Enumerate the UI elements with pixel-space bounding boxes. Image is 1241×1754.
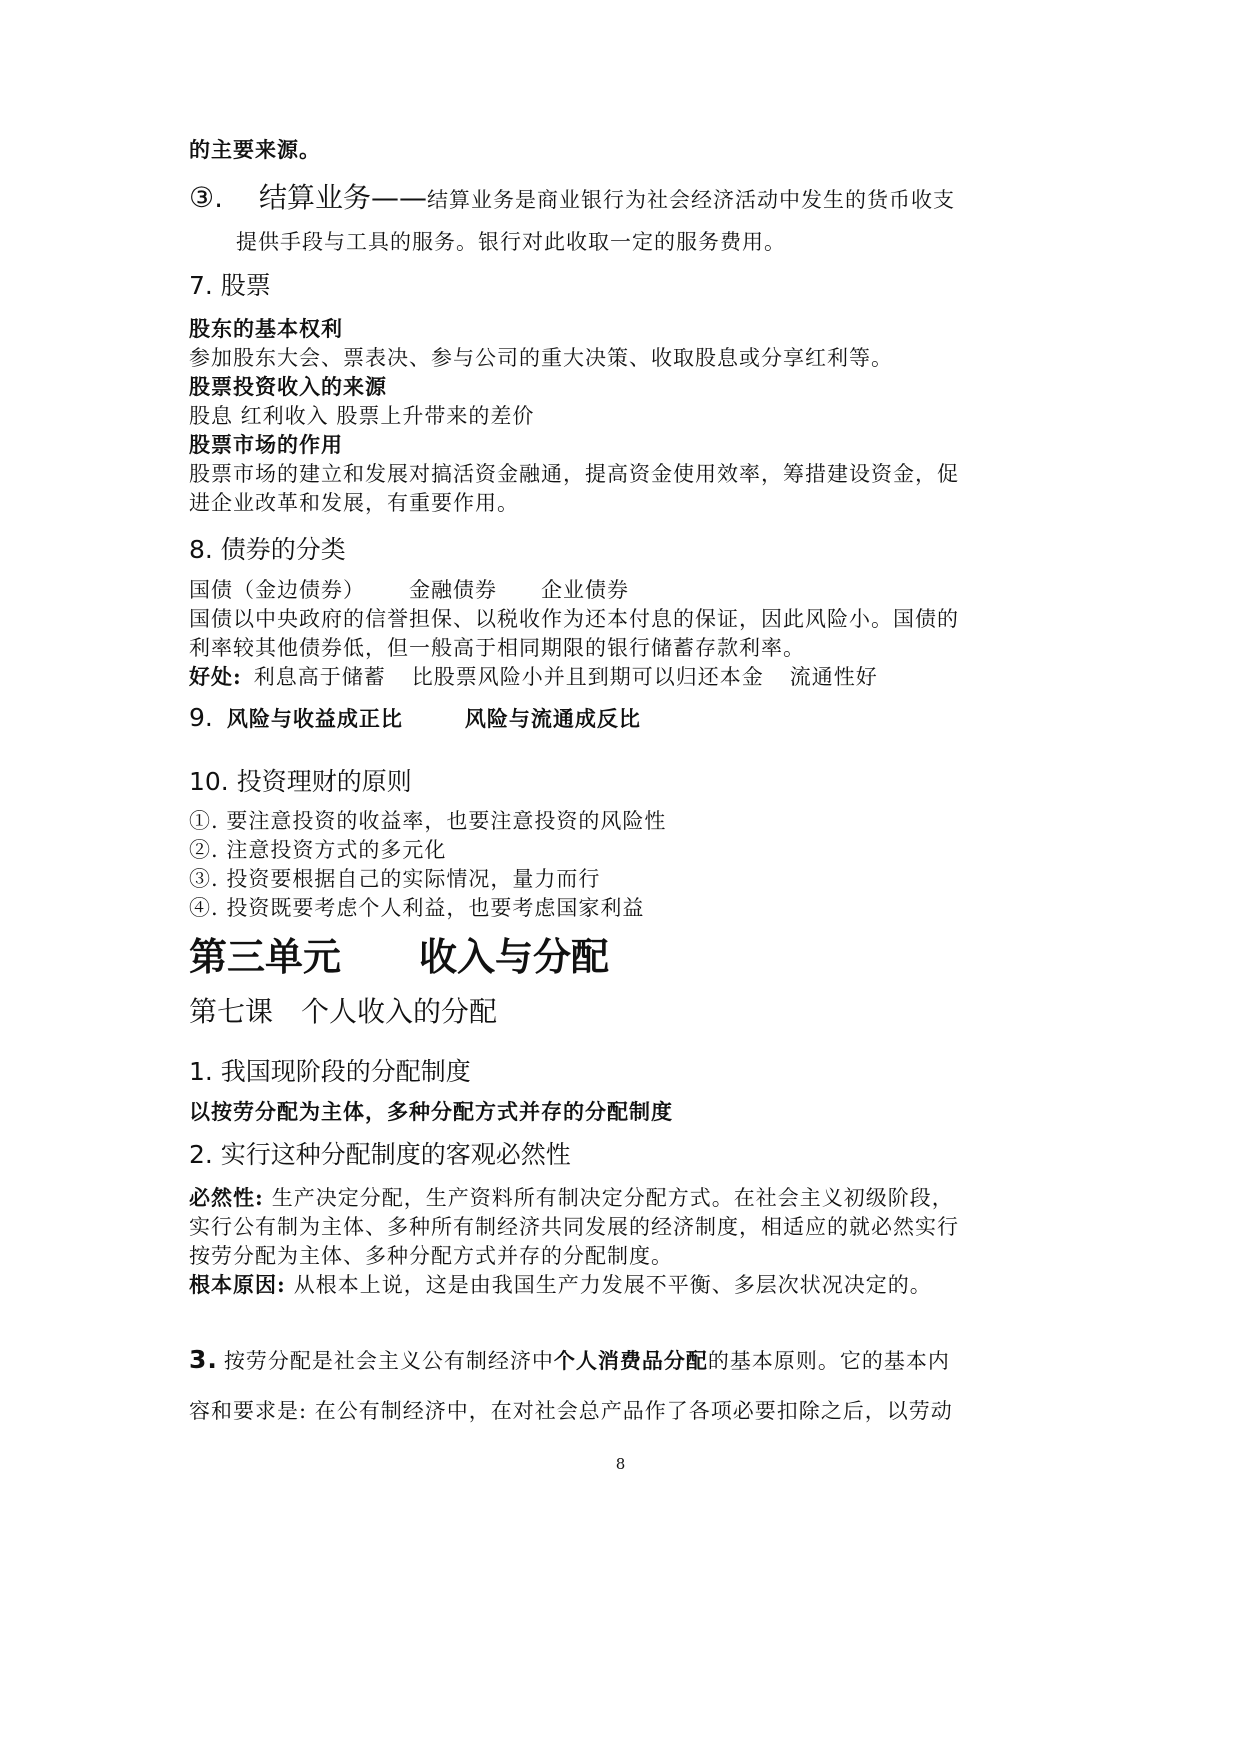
unit-number: 第三单元 bbox=[189, 935, 342, 979]
section-heading-2 bbox=[189, 1135, 1059, 1171]
text: 按劳分配为主体、多种分配方式并存的分配制度。 bbox=[189, 1244, 673, 1268]
text: 的主要来源。 bbox=[189, 137, 321, 162]
text: 国债（金边债券） bbox=[189, 578, 365, 602]
item-body: 结算业务是商业银行为社会经济活动中发生的货币收支 bbox=[427, 188, 956, 212]
lesson-title bbox=[189, 990, 1059, 1030]
text: 股息 红利收入 股票上升带来的差价 bbox=[189, 404, 535, 428]
text: 国债以中央政府的信誉担保、以税收作为还本付息的保证，因此风险小。国债的 bbox=[189, 607, 959, 631]
text-line bbox=[189, 1240, 1059, 1270]
heading-text: 1. 我国现阶段的分配制度 bbox=[189, 1057, 471, 1086]
item-heading: 结算业务—— bbox=[259, 181, 428, 214]
subheading bbox=[189, 429, 1059, 459]
text: 以按劳分配为主体，多种分配方式并存的分配制度 bbox=[189, 1099, 673, 1124]
text-line bbox=[189, 1269, 1059, 1299]
text: 流通性好 bbox=[789, 665, 878, 689]
heading-text: 10. 投资理财的原则 bbox=[189, 767, 412, 796]
section-heading-10 bbox=[189, 762, 1059, 798]
text-line bbox=[189, 574, 1059, 604]
page-number: 8 bbox=[615, 1455, 626, 1473]
heading-text: 风险与收益成正比 bbox=[226, 706, 403, 731]
text: ③. 投资要根据自己的实际情况，量力而行 bbox=[189, 867, 601, 891]
section-heading-9 bbox=[189, 703, 1059, 733]
heading-text: 2. 实行这种分配制度的客观必然性 bbox=[189, 1140, 571, 1169]
text: 容和要求是: 在公有制经济中，在对社会总产品作了各项必要扣除之后，以劳动 bbox=[189, 1399, 953, 1423]
text: 的基本原则。它的基本内 bbox=[707, 1349, 950, 1373]
text: 股票市场的作用 bbox=[189, 432, 343, 457]
text: 生产决定分配，生产资料所有制决定分配方式。在社会主义初级阶段， bbox=[271, 1186, 954, 1210]
label: 好处: bbox=[189, 664, 242, 689]
text: ④. 投资既要考虑个人利益，也要考虑国家利益 bbox=[189, 896, 645, 920]
text: 企业债券 bbox=[541, 578, 629, 602]
text-line bbox=[189, 487, 1059, 517]
text: 实行公有制为主体、多种所有制经济共同发展的经济制度，相适应的就必然实行 bbox=[189, 1215, 959, 1239]
paragraph-number: 3. bbox=[189, 1345, 218, 1374]
text: 股票市场的建立和发展对搞活资金融通，提高资金使用效率，筹措建设资金，促 bbox=[189, 462, 959, 486]
text: 比股票风险小并且到期可以归还本金 bbox=[411, 665, 764, 689]
unit-title bbox=[189, 926, 1059, 981]
heading-text: 8. 债券的分类 bbox=[189, 535, 346, 564]
text: 股东的基本权利 bbox=[189, 316, 343, 341]
numbered-item-3 bbox=[189, 176, 1059, 216]
emphasis-text: 个人消费品分配 bbox=[553, 1348, 708, 1373]
text-line bbox=[189, 134, 1059, 164]
text-line bbox=[189, 661, 1059, 691]
text: 提供手段与工具的服务。银行对此收取一定的服务费用。 bbox=[236, 230, 786, 254]
list-item bbox=[189, 805, 1059, 835]
text-line bbox=[189, 1096, 1059, 1126]
text: ①. 要注意投资的收益率，也要注意投资的风险性 bbox=[189, 809, 667, 833]
text-line bbox=[189, 458, 1059, 488]
unit-name: 收入与分配 bbox=[419, 935, 610, 979]
text: ②. 注意投资方式的多元化 bbox=[189, 838, 447, 862]
text: 利率较其他债券低，但一般高于相同期限的银行储蓄存款利率。 bbox=[189, 636, 805, 660]
paragraph-3 bbox=[189, 1345, 1059, 1375]
section-heading-7 bbox=[189, 266, 1059, 302]
heading-text: 风险与流通成反比 bbox=[464, 706, 641, 731]
item-number: ③. bbox=[189, 181, 224, 214]
section-heading-1 bbox=[189, 1052, 1059, 1088]
text: 金融债券 bbox=[409, 578, 497, 602]
text-line bbox=[189, 1182, 1059, 1212]
list-item bbox=[189, 863, 1059, 893]
list-item bbox=[189, 834, 1059, 864]
lesson-number: 第七课 bbox=[189, 995, 274, 1028]
text: 股票投资收入的来源 bbox=[189, 374, 387, 399]
text-line bbox=[189, 632, 1059, 662]
text-line bbox=[189, 603, 1059, 633]
text: 按劳分配是社会主义公有制经济中 bbox=[223, 1349, 554, 1373]
label: 必然性: bbox=[189, 1185, 264, 1210]
text: 参加股东大会、票表决、参与公司的重大决策、收取股息或分享红利等。 bbox=[189, 346, 893, 370]
text-line bbox=[236, 226, 1106, 256]
text-line bbox=[189, 1395, 1059, 1425]
lesson-name: 个人收入的分配 bbox=[301, 995, 498, 1028]
heading-text: 7. 股票 bbox=[189, 271, 271, 300]
text: 进企业改革和发展，有重要作用。 bbox=[189, 491, 519, 515]
text: 利息高于储蓄 bbox=[253, 665, 386, 689]
text-line bbox=[189, 342, 1059, 372]
subheading bbox=[189, 313, 1059, 343]
text-line bbox=[189, 400, 1059, 430]
heading-number: 9. bbox=[189, 703, 213, 732]
text: 从根本上说，这是由我国生产力发展不平衡、多层次状况决定的。 bbox=[293, 1273, 932, 1297]
section-heading-8 bbox=[189, 530, 1059, 566]
text-line bbox=[189, 1211, 1059, 1241]
label: 根本原因: bbox=[189, 1272, 286, 1297]
subheading bbox=[189, 371, 1059, 401]
list-item bbox=[189, 892, 1059, 922]
